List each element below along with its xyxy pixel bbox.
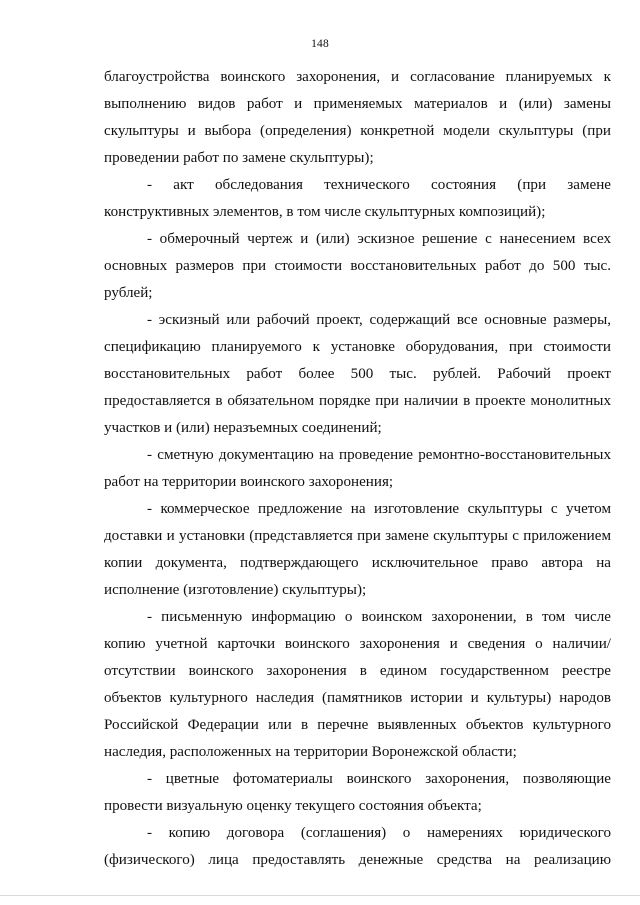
page-number: 148 [311,38,329,50]
list-item-project: - эскизный или рабочий проект, содержащий все основные размеры, спецификацию планируемого к установке оборудования, при стоимости восстановительных работ более 500 тыс. рублей. Рабочий проект предоставляется в обязательном порядке при наличии в проекте монолитных участков и (или) неразъемных соединений; [104,312,611,437]
list-item-commercial-offer: - коммерческое предложение на изготовление скульптуры с учетом доставки и установки (представляется при замене скульптуры с приложением копии документа, подтверждающего исключительное право автора на исполнение (изготовление) скульптуры); [104,501,611,599]
list-item-photo-materials: - цветные фотоматериалы воинского захоронения, позволяющие провести визуальную оценку текущего состояния объекта; [104,771,611,815]
paragraph-continuation: благоустройства воинского захоронения, и согласование планируемых к выполнению видов работ и применяемых материалов и (или) замены скульптуры и выбора (определения) конкретной модели скульптуры (при проведении работ по замене скульптуры); [104,69,611,167]
list-item-inspection-act: - акт обследования технического состояния (при замене конструктивных элементов, в том числе скульптурных композиций); [104,177,611,221]
list-item-estimate: - сметную документацию на проведение ремонтно-восстановительных работ на территории воинского захоронения; [104,447,611,491]
document-body [104,64,611,874]
page-bottom-edge [0,895,640,896]
list-item-measurement-drawing: - обмерочный чертеж и (или) эскизное решение с нанесением всех основных размеров при стоимости восстановительных работ до 500 тыс. рублей; [104,231,611,302]
list-item-burial-information: - письменную информацию о воинском захоронении, в том числе копию учетной карточки воинского захоронения и сведения о наличии/отсутствии воинского захоронения в едином государственном реестре объектов культурного наследия (памятников истории и культуры) народов Российской Федерации или в перечне выявленных объектов культурного наследия, расположенных на территории Воронежской области; [104,609,611,761]
list-item-agreement-copy: - копию договора (соглашения) о намерениях юридического (физического) лица предоставлять денежные средства на реализацию [104,825,611,869]
